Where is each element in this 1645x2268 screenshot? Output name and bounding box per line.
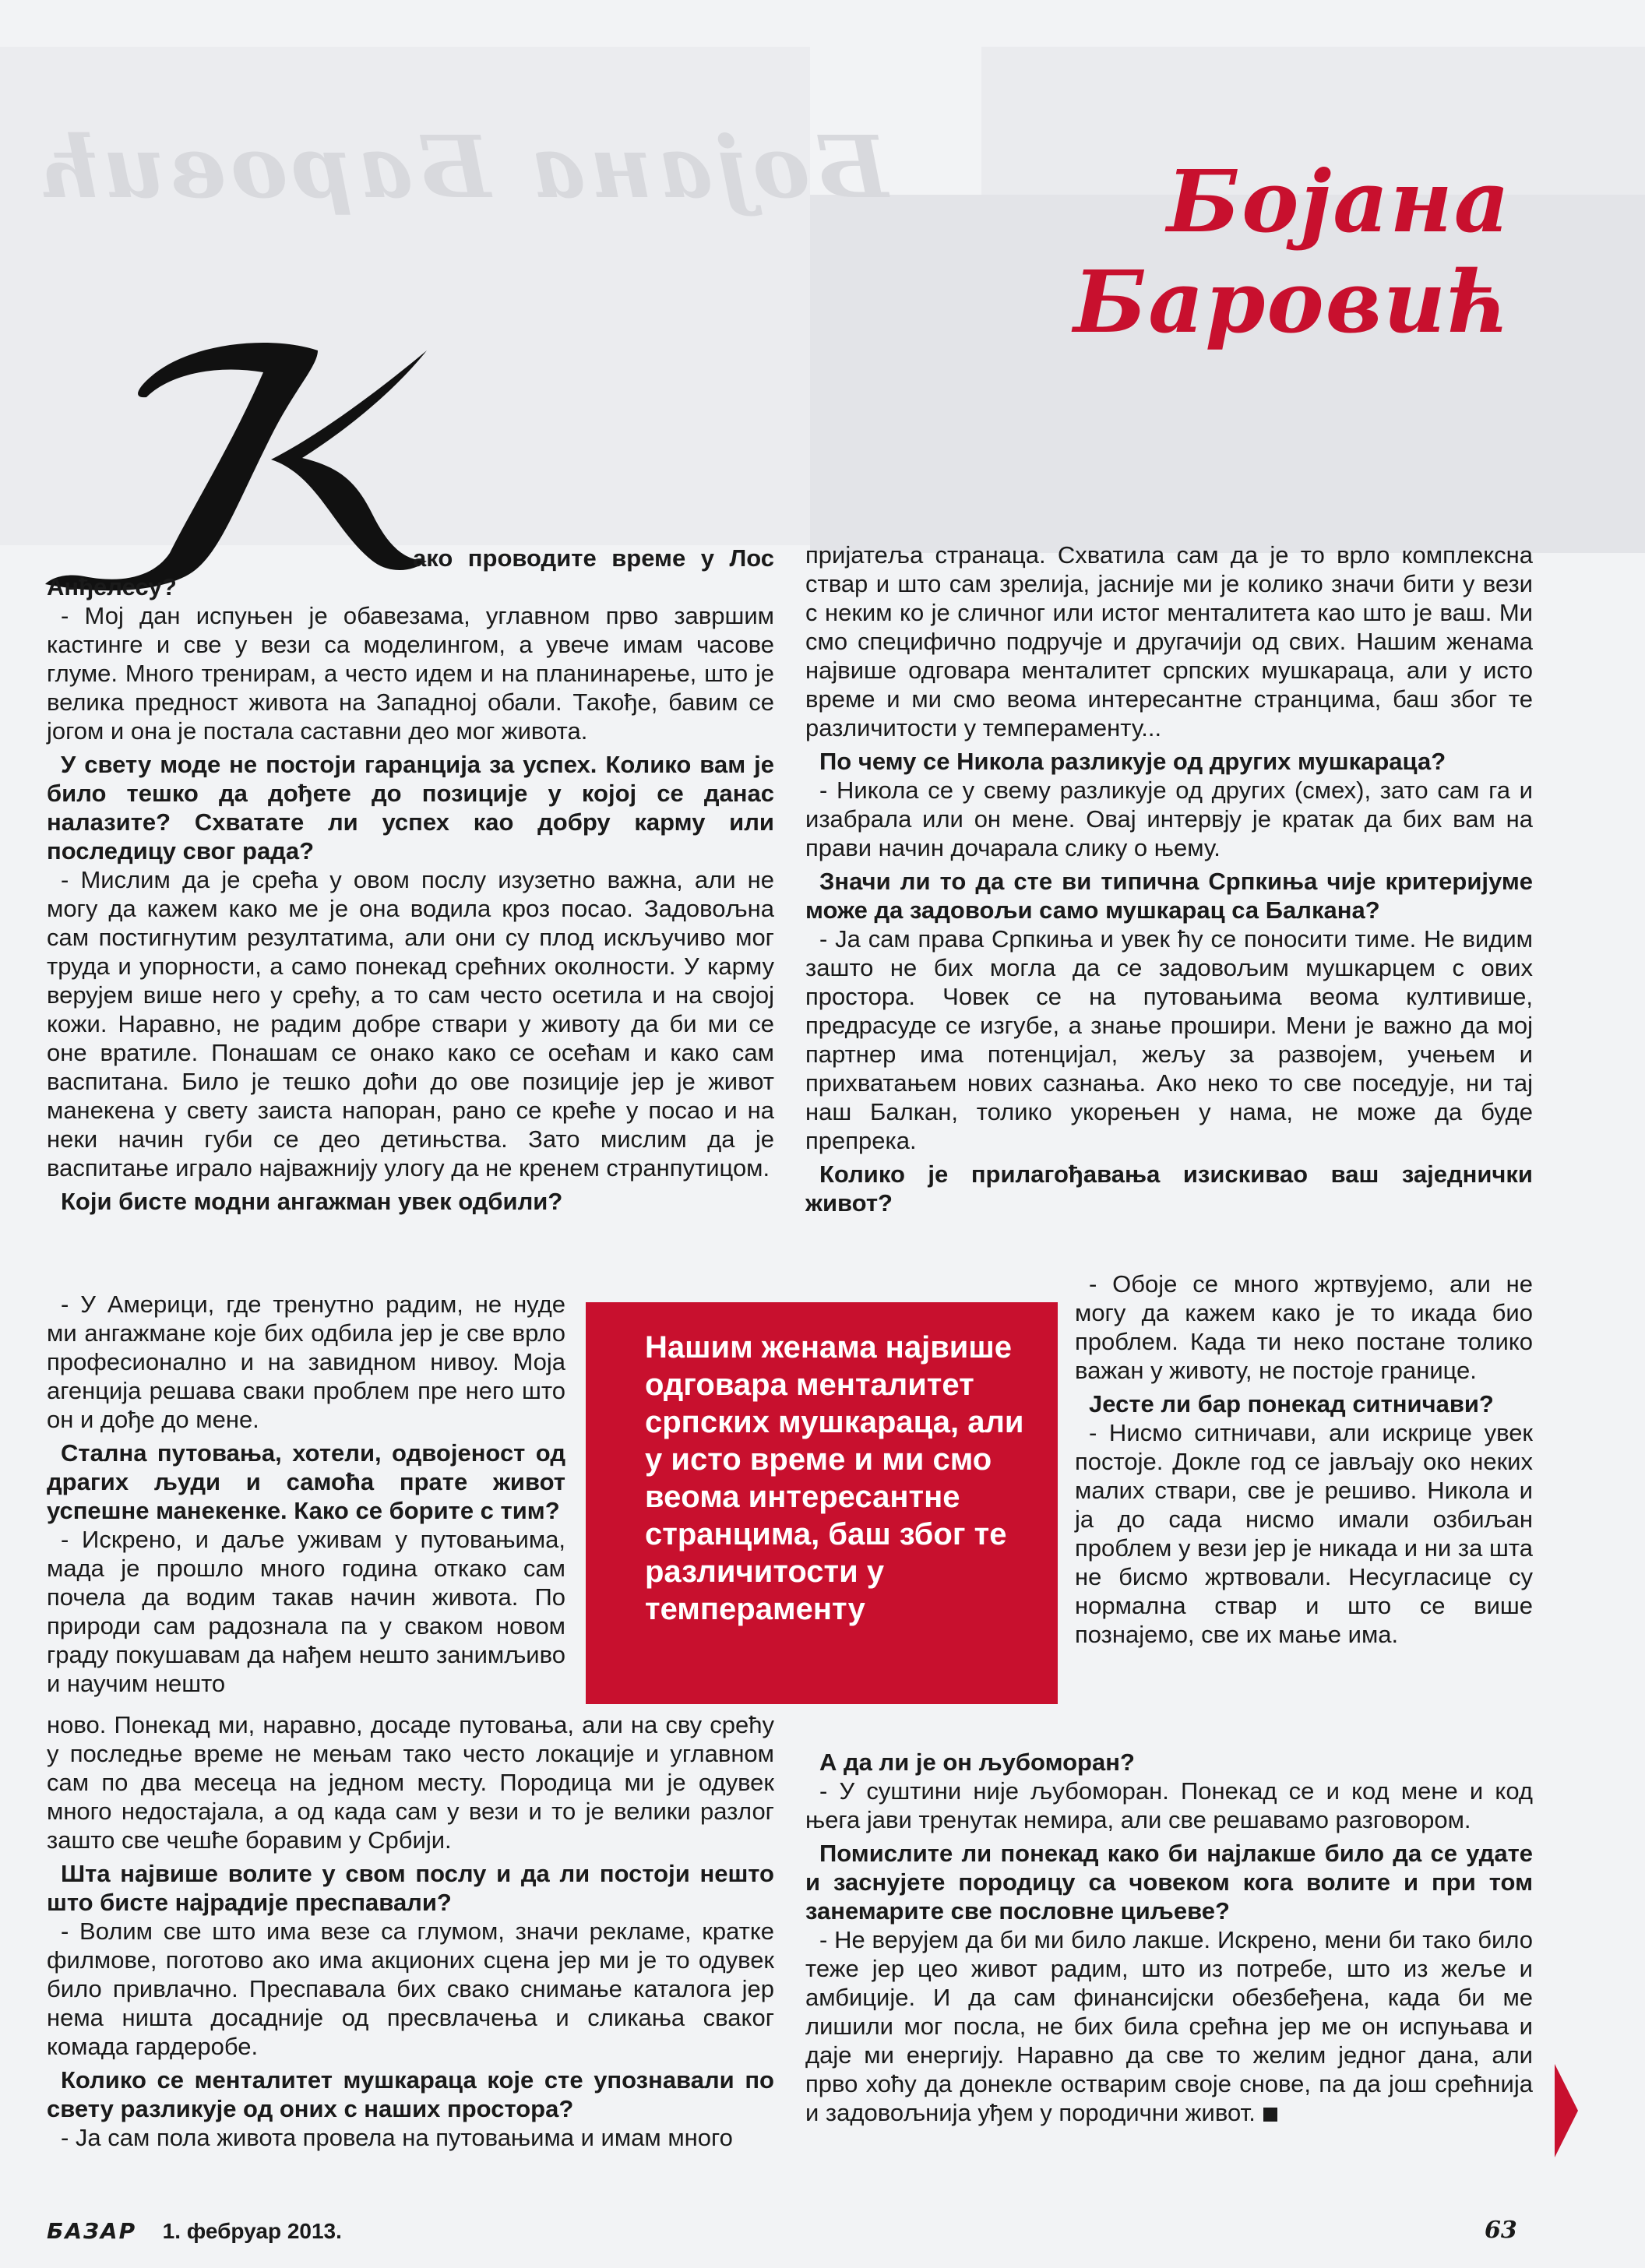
interview-question: Који бисте модни ангажман увек одбили? <box>61 1188 563 1215</box>
interview-answer: - Никола се у свему разликује од других (смех), зато сам га и изабрала или он мене. Овај интервју је кратак да бих вам на прави начин дочарала слику о њему. <box>805 777 1533 861</box>
interview-answer: - Мој дан испуњен је обавезама, углавном прво завршим кастинге и све у вези са моделингом, а увече имам часове глуме. Много тренирам, а често идем и на планинарење, што је велика предност живота на Западној обали. Такође, бавим се јогом и она је постала саставни део мог живота. <box>47 602 774 745</box>
interview-question: А да ли је он љубоморан? <box>819 1749 1135 1776</box>
page-number: 63 <box>1485 2217 1517 2244</box>
lead-question: ако проводите време у Лос Анђелесу? <box>47 544 774 600</box>
left-wrap-column <box>47 1290 565 1698</box>
interview-question: У свету моде не постоји гаранција за успех. Колико вам је било тешко да дођете до позиције у којој се данас налазите? Схватате ли успех као добру карму или последицу свог рада? <box>47 751 774 865</box>
interview-question: Колико се менталитет мушкараца које сте упознавали по свету разликује од оних с наших простора? <box>47 2066 774 2122</box>
interview-question: Стална путовања, хотели, одвојеност од драгих људи и самоћа прате живот успешне манекенке. Како се борите с тим? <box>47 1439 565 1524</box>
interview-answer: - Волим све што има везе са глумом, значи рекламе, кратке филмове, поготово ако има акционих сцена јер ми је то одувек било привлачно. Преспавала бих свако снимање каталога јер нема ништа досадније од пресвлачења и сликања сваког комада гардеробе. <box>47 1918 774 2060</box>
interview-question: Значи ли то да сте ви типична Српкиња чије критеријуме може да задовољи само мушкарац са Балкана? <box>805 868 1533 924</box>
interview-answer: ново. Понекад ми, наравно, досаде путовања, али на сву срећу у последње време не мењам тако често локације и углавном сам по два месеца на једном месту. Породица ми је одувек много недостајала, а од када сам у вези и то је велики разлог зашто све чешће боравим у Србији. <box>47 1711 774 1854</box>
page-edge-arrow-icon <box>1555 2064 1578 2157</box>
interview-question: Шта највише волите у свом послу и да ли постоји нешто што бисте најрадије преспавали? <box>47 1860 774 1916</box>
interview-question: По чему се Никола разликује од других мушкараца? <box>819 748 1446 775</box>
right-bottom-column <box>805 1743 1533 2127</box>
interview-question: Помислите ли понекад како би најлакше било да се удате и заснујете породицу са човеком кога волите и при том занемарите све пословне циљеве? <box>805 1840 1533 1925</box>
interview-question: Јесте ли бар понекад ситничави? <box>1089 1390 1494 1418</box>
interview-answer: - Мислим да је срећа у овом послу изузетно важна, али не могу да кажем како ме је она водила кроз посао. Задовољна сам постигнутим резултатима, али они су плод искључиво мог труда и упорности, а само понекад срећних околности. У карму верујем више него у срећу, а то сам често осетила и на својој кожи. Наравно, не радим добре ствари у животу да би ми се оне вратиле. Понашам се онако како се осећам и како сам васпитана. Било је тешко доћи до ове позиције јер је живот манекена у свету заиста напоран, рано се креће у посао и на неки начин губи се део детињства. Зато мислим да је васпитање играло најважнију улогу да не кренем странпутицом. <box>47 866 774 1182</box>
magazine-logo: БАЗАР <box>47 2218 137 2244</box>
end-of-article-mark <box>1263 2108 1277 2122</box>
right-column <box>805 541 1533 1217</box>
interview-answer: - У Америци, где тренутно радим, не нуде ми ангажмане које бих одбила јер је све врло професионално и на завидном нивоу. Моја агенција решава сваки проблем пре него што он и дође до мене. <box>47 1291 565 1433</box>
interview-answer: - Не верујем да би ми било лакше. Искрено, мени би тако било теже јер цео живот радим, што из потребе, што из жеље и амбиције. И да сам финансијски обезбеђена, када би ме лишили мог посла, не бих била срећна јер ме он испуњава и даје ми енергију. Наравно да све то желим једног дана, али прво хоћу да донекле остварим своје снове, па да још срећнија и задовољнија уђем у породични живот. <box>805 1926 1533 2126</box>
interview-answer: - У суштини није љубоморан. Понекад се и код мене и код њега јави тренутак немира, али све решавамо разговором. <box>805 1777 1533 1833</box>
interview-answer: - Искрено, и даље уживам у путовањима, мада је прошло много година откако сам почела да водим такав начин живота. По природи сам радознала па у сваком новом граду покушавам да нађем нешто занимљиво и научим нешто <box>47 1526 565 1697</box>
interview-answer: - Ја сам права Српкиња и увек ћу се поносити тиме. Не видим зашто не бих могла да се задовољим мушкарцем с ових простора. Човек се на путовањима веома култивише, предрасуде се изгубе, а знање прошири. Мени је важно да мој партнер има потенцијал, жељу за развојем, учењем и прихватањем нових сазнања. Ако неко то све поседује, ни тај наш Балкан, толико укорењен у нама, не може да буде препрека. <box>805 925 1533 1154</box>
interview-answer: - Ја сам пола живота провела на путовањима и имам много <box>61 2124 733 2151</box>
interview-answer: пријатеља странаца. Схватила сам да је то врло комплексна ствар и што сам зрелија, јасније ми је колико значи бити у вези с неким ко је сличног или истог менталитета као што је ваш. Ми смо специфично подручје и другачији од свих. Нашим женама највише одговара менталитет српских мушкараца, али у исто време и ми смо веома интересантне странцима, баш због те различитости у темпераменту... <box>805 541 1533 741</box>
left-column <box>47 539 774 1216</box>
footer-left <box>47 2218 342 2244</box>
right-wrap-column <box>1075 1270 1533 1649</box>
pull-quote-box: Нашим женама највише одговара менталитет српских мушкараца, али у исто време и ми смо веома интересантне странцима, баш због те различитости у темпераменту <box>586 1302 1058 1704</box>
interview-answer: - Нисмо ситничави, али искрице увек постоје. Докле год се јављају око неких малих ствари, све је решиво. Никола и ја до сада нисмо имали озбиљан проблем у вези јер је никада и ни за шта не бисмо жртвовали. Несугласице су нормална ствар и што се више познајемо, све их мање има. <box>1075 1419 1533 1648</box>
left-bottom-column <box>47 1710 774 2152</box>
interview-answer: - Обоје се много жртвујемо, али не могу да кажем како је то икада био проблем. Када ти неко постане толико важан у животу, не постоје границе. <box>1075 1270 1533 1384</box>
interview-question: Колико је прилагођавања изискивао ваш заједнички живот? <box>805 1160 1533 1217</box>
article-title: Бојана Баровић <box>1073 150 1511 352</box>
issue-date: 1. фебруар 2013. <box>162 2219 342 2243</box>
ghost-title-reflection: Бојана Баровић <box>31 117 888 217</box>
